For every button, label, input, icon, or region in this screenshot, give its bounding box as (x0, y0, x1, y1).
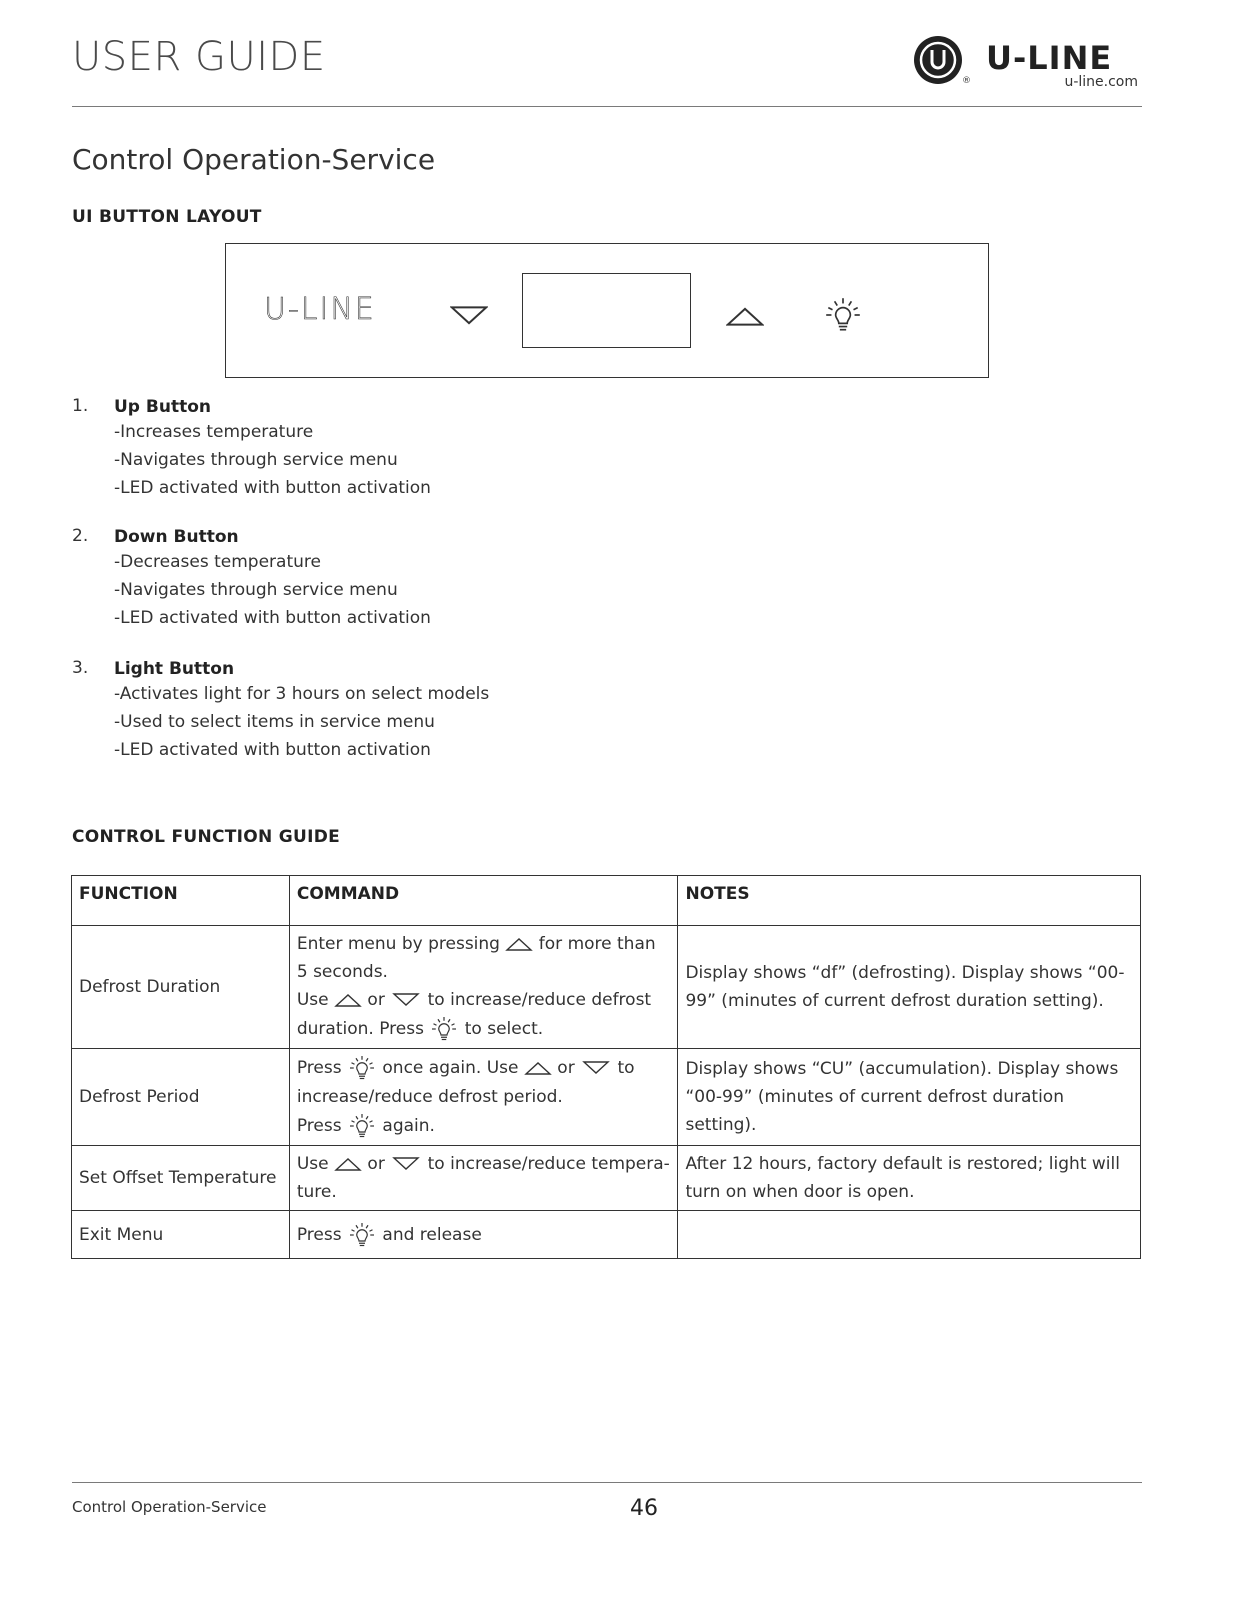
function-guide-heading: CONTROL FUNCTION GUIDE (72, 827, 341, 847)
function-cell: Defrost Duration (72, 926, 290, 1049)
item-number: 3. (72, 658, 89, 678)
light-bulb-icon (347, 1053, 377, 1083)
item-line: -Navigates through service menu (114, 580, 398, 600)
light-bulb-icon (347, 1111, 377, 1141)
command-cell (289, 926, 678, 1049)
item-title: Down Button (114, 527, 239, 547)
command-text: to increase/reduce defrost (427, 990, 652, 1010)
brand-logo (912, 34, 1142, 94)
command-text: to (617, 1058, 635, 1078)
table-row (72, 926, 1141, 1049)
table-row (72, 1146, 1141, 1211)
light-bulb-icon (822, 294, 864, 336)
down-arrow-icon (390, 993, 422, 1007)
command-text: or (367, 1154, 385, 1174)
control-function-table (71, 875, 1141, 1259)
page-title: Control Operation-Service (72, 143, 436, 176)
up-arrow-icon (524, 1061, 552, 1075)
notes-cell (678, 1211, 1141, 1259)
command-text: Enter menu by pressing (296, 934, 500, 954)
function-cell: Exit Menu (72, 1211, 290, 1259)
function-cell: Defrost Period (72, 1049, 290, 1146)
command-text: duration. Press (296, 1019, 424, 1039)
up-arrow-icon (334, 993, 362, 1007)
command-text: 5 seconds. (296, 962, 388, 982)
command-text: once again. Use (382, 1058, 519, 1078)
item-line: -LED activated with button activation (114, 740, 431, 760)
registered-mark: ® (962, 76, 971, 86)
command-text: to select. (464, 1019, 544, 1039)
item-line: -Activates light for 3 hours on select models (114, 684, 490, 704)
up-arrow-icon (505, 937, 533, 951)
command-text: increase/reduce defrost period. (296, 1087, 563, 1107)
command-text: or (367, 990, 385, 1010)
brand-url: u-line.com (1064, 74, 1138, 90)
command-text: ture. (296, 1182, 337, 1202)
light-bulb-icon (347, 1220, 377, 1250)
page-header-title: USER GUIDE (72, 34, 326, 80)
function-cell: Set Offset Temperature (72, 1146, 290, 1211)
command-text: again. (382, 1116, 435, 1136)
table-row (72, 1211, 1141, 1259)
ui-layout-heading: UI BUTTON LAYOUT (72, 207, 262, 227)
down-arrow-icon (580, 1061, 612, 1075)
column-header: FUNCTION (72, 876, 290, 926)
footer-divider (72, 1482, 1142, 1483)
item-line: -Decreases temperature (114, 552, 321, 572)
down-arrow-icon (450, 306, 488, 326)
list-item (72, 396, 489, 502)
command-text: Use (296, 1154, 329, 1174)
item-line: -LED activated with button activation (114, 608, 431, 628)
brand-wordmark: U-LINE (986, 39, 1113, 77)
logo-emblem-icon (912, 34, 964, 86)
item-title: Up Button (114, 397, 211, 417)
item-number: 1. (72, 396, 89, 416)
item-number: 2. (72, 526, 89, 546)
item-line: -Navigates through service menu (114, 450, 398, 470)
item-title: Light Button (114, 659, 235, 679)
column-header: NOTES (678, 876, 1141, 926)
list-item (72, 526, 489, 632)
command-text: Press (296, 1058, 342, 1078)
control-panel-diagram (225, 243, 989, 378)
panel-logo: U-LINE (264, 292, 376, 327)
command-text: to increase/reduce tempera- (427, 1154, 670, 1174)
command-text: Press (296, 1116, 342, 1136)
down-arrow-icon (390, 1157, 422, 1171)
command-cell (289, 1211, 678, 1259)
button-descriptions (72, 396, 489, 788)
notes-cell: After 12 hours, factory default is restored; light will turn on when door is open. (678, 1146, 1141, 1211)
header-divider (72, 106, 1142, 107)
item-line: -Used to select items in service menu (114, 712, 435, 732)
column-header: COMMAND (289, 876, 678, 926)
panel-display (522, 273, 691, 348)
command-text: Press (296, 1224, 342, 1245)
item-line: -LED activated with button activation (114, 478, 431, 498)
up-arrow-icon (334, 1157, 362, 1171)
footer-section-label: Control Operation-Service (72, 1498, 267, 1516)
page-number: 46 (630, 1496, 658, 1521)
light-bulb-icon (429, 1014, 459, 1044)
command-cell (289, 1049, 678, 1146)
item-line: -Increases temperature (114, 422, 314, 442)
command-text: for more than (538, 934, 656, 954)
command-cell (289, 1146, 678, 1211)
notes-cell: Display shows “df” (defrosting). Display shows “00-99” (minutes of current defrost duration setting). (678, 926, 1141, 1049)
command-text: Use (296, 990, 329, 1010)
command-text: or (557, 1058, 575, 1078)
up-arrow-icon (726, 306, 764, 326)
table-row (72, 1049, 1141, 1146)
table-header-row (72, 876, 1141, 926)
notes-cell: Display shows “CU” (accumulation). Display shows “00-99” (minutes of current defrost duration setting). (678, 1049, 1141, 1146)
list-item (72, 658, 489, 764)
command-text: and release (382, 1224, 482, 1245)
